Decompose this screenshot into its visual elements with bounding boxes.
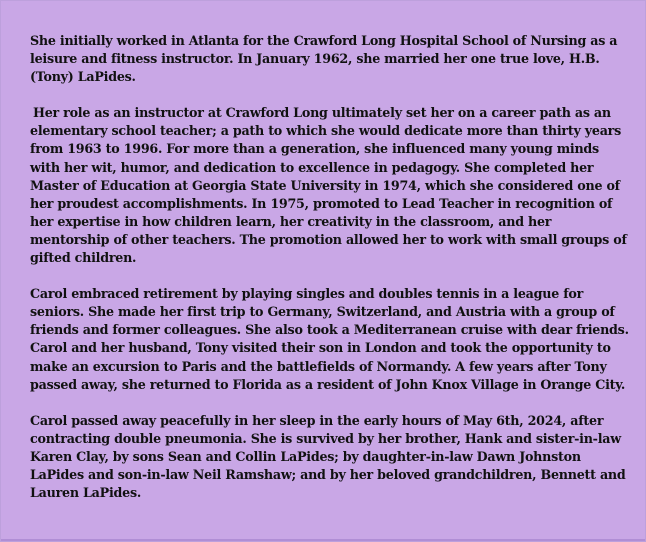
- paragraph-retirement: Carol embraced retirement by playing singles and doubles tennis in a league for seniors. She made her first trip to Germany, Switzerland, and Austria with a group of friends and former colleagues. She also took a Mediterranean cruise with dear friends. Carol and her husband, Tony visited their son in London and took the opportunity to make an excursion to Paris and the battlefields of Normandy. A few years after Tony passed away, she returned to Florida as a resident of John Knox Village in Orange City.: [30, 286, 629, 392]
- paragraph-early-career: She initially worked in Atlanta for the Crawford Long Hospital School of Nursing as a leisure and fitness instructor. In January 1962, she married her one true love, H.B. (Tony) LaPides.: [30, 33, 618, 85]
- paragraph-teaching-career: Her role as an instructor at Crawford Long ultimately set her on a career path as an elementary school teacher; a path to which she would dedicate more than thirty years from 1963 to 1996. For more than a generation, she influenced many young minds with her wit, humor, and dedication to excellence in pedagogy. She completed her Master of Education at Georgia State University in 1974, which she considered one of her proudest accomplishments. In 1975, promoted to Lead Teacher in recognition of her expertise in how children learn, her creativity in the classroom, and her mentorship of other teachers. The promotion allowed her to work with small groups of gifted children.: [30, 105, 627, 266]
- bottom-border: [1, 539, 645, 541]
- paragraph-passing-and-survivors: Carol passed away peacefully in her sleep in the early hours of May 6th, 2024, after contracting double pneumonia. She is survived by her brother, Hank and sister-in-law Karen Clay, by sons Sean and Collin LaPides; by daughter-in-law Dawn Johnston LaPides and son-in-law Neil Ramshaw; and by her beloved grandchildren, Bennett and Lauren LaPides.: [30, 412, 626, 501]
- obituary-text-block: [30, 32, 630, 502]
